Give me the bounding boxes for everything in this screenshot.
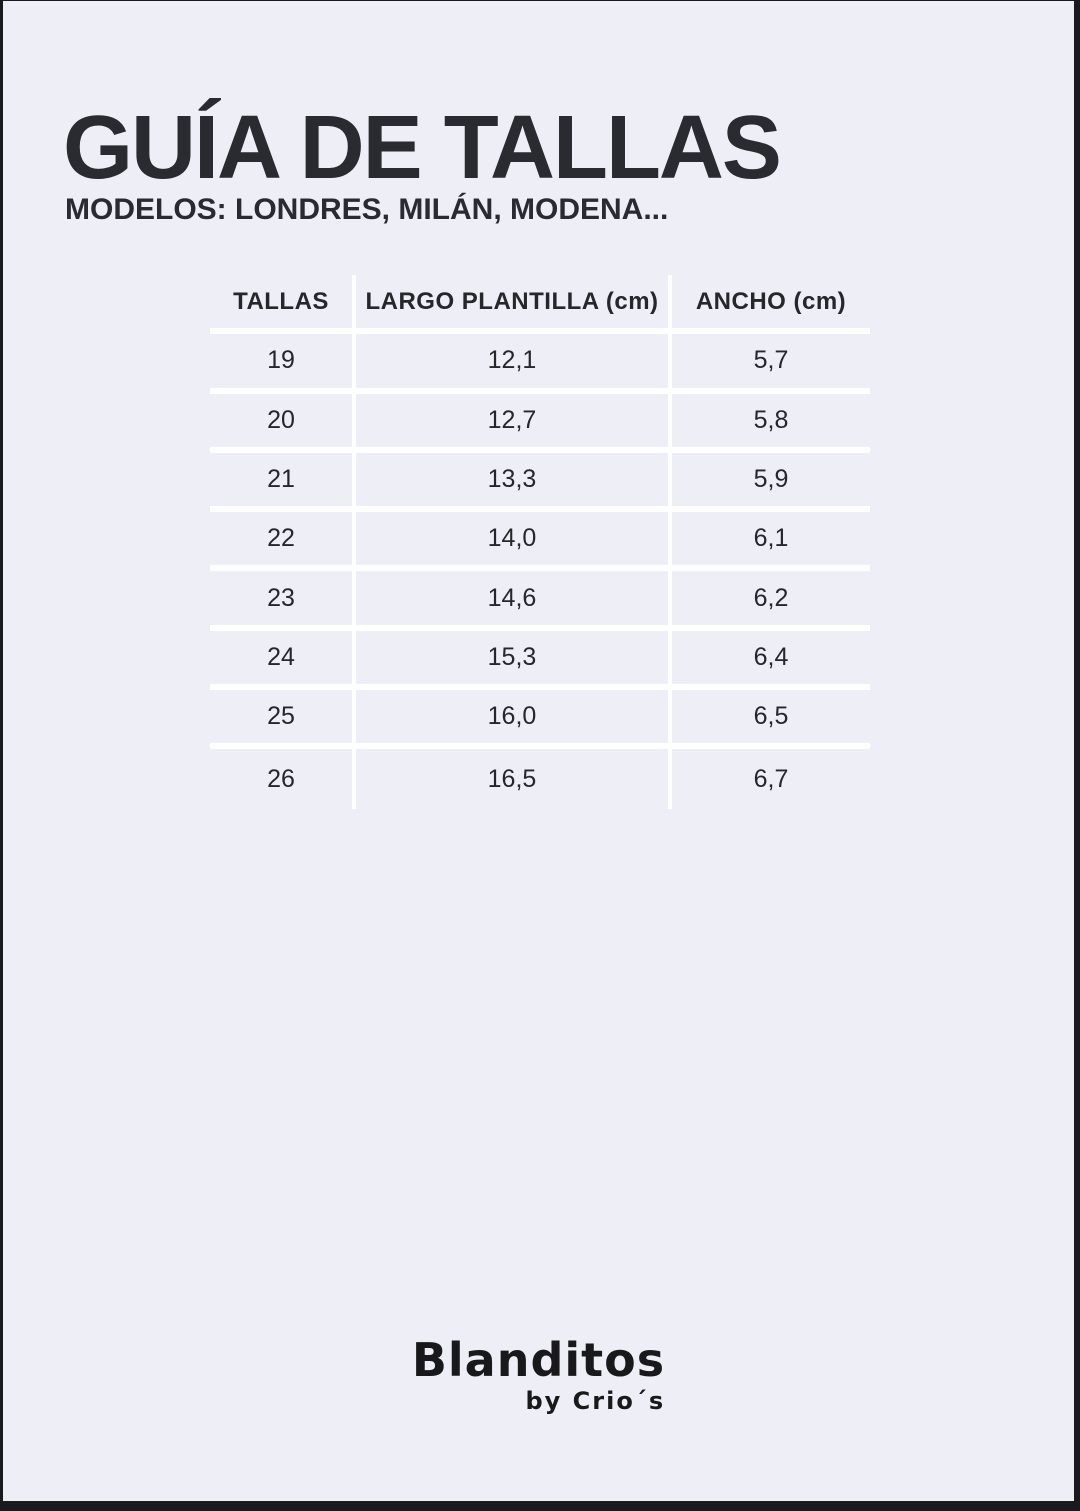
width-cell: 5,8 (672, 394, 870, 453)
table-row (210, 749, 870, 808)
size-cell: 24 (210, 631, 356, 690)
table-row (210, 512, 870, 571)
size-cell: 26 (210, 749, 356, 808)
size-cell: 23 (210, 571, 356, 630)
width-cell: 6,1 (672, 512, 870, 571)
length-cell: 16,0 (356, 690, 672, 749)
table-row (210, 690, 870, 749)
size-cell: 19 (210, 334, 356, 393)
width-cell: 6,2 (672, 571, 870, 630)
header-ancho: ANCHO (cm) (672, 275, 870, 334)
table-row (210, 394, 870, 453)
length-cell: 12,7 (356, 394, 672, 453)
length-cell: 14,0 (356, 512, 672, 571)
size-cell: 20 (210, 394, 356, 453)
brand-name: Blanditos (411, 1333, 666, 1387)
page-title: GUÍA DE TALLAS (63, 98, 780, 198)
brand-tagline: by Crio´s (525, 1387, 666, 1415)
size-guide-page (3, 1, 1074, 1501)
header-tallas: TALLAS (210, 275, 356, 334)
length-cell: 12,1 (356, 334, 672, 393)
length-cell: 13,3 (356, 453, 672, 512)
table-row (210, 334, 870, 393)
models-subtitle: MODELOS: LONDRES, MILÁN, MODENA... (65, 193, 669, 226)
header-largo-plantilla: LARGO PLANTILLA (cm) (356, 275, 672, 334)
brand-logo-inner (411, 1333, 666, 1415)
brand-logo (3, 1333, 1074, 1415)
width-cell: 5,9 (672, 453, 870, 512)
length-cell: 15,3 (356, 631, 672, 690)
width-cell: 6,4 (672, 631, 870, 690)
width-cell: 6,5 (672, 690, 870, 749)
table-row (210, 631, 870, 690)
width-cell: 6,7 (753, 764, 789, 793)
size-cell: 22 (210, 512, 356, 571)
size-cell: 25 (210, 690, 356, 749)
width-cell: 5,7 (672, 334, 870, 393)
table-header-row (210, 275, 870, 334)
size-cell: 21 (210, 453, 356, 512)
table-row (210, 571, 870, 630)
length-cell: 16,5 (356, 749, 672, 808)
table-row (210, 453, 870, 512)
length-cell: 14,6 (356, 571, 672, 630)
size-table (210, 275, 870, 809)
